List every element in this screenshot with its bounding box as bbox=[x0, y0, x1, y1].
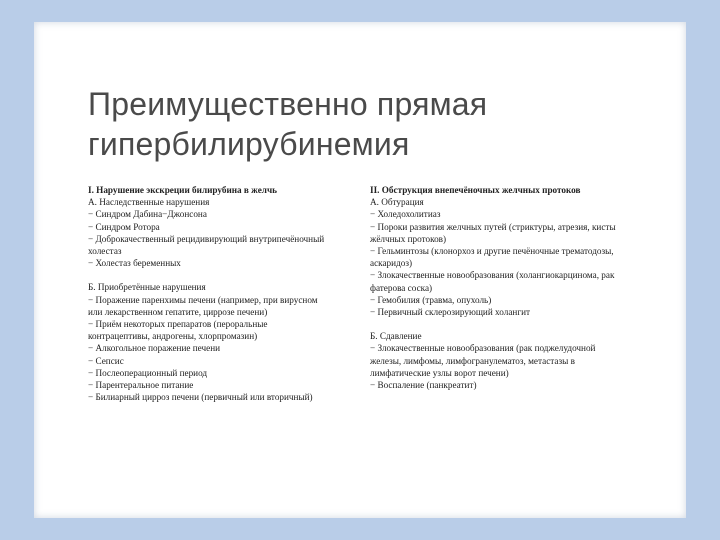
spacer bbox=[88, 269, 328, 281]
right-section1-heading: II. Обструкция внепечёночных желчных протоков bbox=[370, 185, 581, 195]
list-item: − Гемобилия (травма, опухоль) bbox=[370, 294, 492, 305]
list-item: − Синдром Дабина−Джонсона bbox=[88, 209, 207, 220]
spacer bbox=[370, 318, 620, 330]
list-item: − Послеоперационный период bbox=[88, 367, 208, 378]
left-section1-heading: I. Нарушение экскреции билирубина в желчь bbox=[88, 185, 277, 195]
list-item: − Поражение паренхимы печени (например, при вирусном или лекарственном гепатите, циррозе печени) bbox=[88, 294, 320, 317]
list-item: − Синдром Ротора bbox=[88, 221, 160, 232]
list-item: − Холестаз беременных bbox=[88, 258, 181, 269]
right-column bbox=[370, 184, 620, 391]
list-item: − Алкогольное поражение печени bbox=[88, 343, 221, 354]
list-item: − Доброкачественный рецидивирующий внутрипечёночный холестаз bbox=[88, 233, 327, 257]
right-section1-subheading: А. Обтурация bbox=[370, 197, 424, 208]
list-item: − Сепсис bbox=[88, 355, 124, 366]
list-item: − Гельминтозы (клонорхоз и другие печёночные трематодозы, аскаридоз) bbox=[370, 246, 616, 269]
slide-title: Преимущественно прямая гипербилирубинемия bbox=[88, 86, 488, 162]
left-section2-subheading: Б. Приобретённые нарушения bbox=[88, 282, 206, 293]
list-item: − Злокачественные новообразования (холангиокарцинома, рак фатерова соска) bbox=[370, 270, 617, 293]
left-section1-subheading: А. Наследственные нарушения bbox=[88, 197, 210, 208]
right-section2-subheading: Б. Сдавление bbox=[370, 331, 422, 342]
list-item: − Пороки развития желчных путей (стриктуры, атрезия, кисты жёлчных протоков) bbox=[370, 221, 618, 244]
list-item: − Холедохолитиаз bbox=[370, 209, 441, 220]
list-item: − Воспаление (панкреатит) bbox=[370, 380, 477, 391]
list-item: − Злокачественные новообразования (рак поджелудочной железы, лимфомы, лимфогранулематоз, метастазы в лимфатические узлы ворот печени) bbox=[370, 343, 598, 378]
list-item: − Билиарный цирроз печени (первичный или вторичный) bbox=[88, 392, 313, 403]
left-column bbox=[88, 184, 328, 403]
list-item: − Первичный склерозирующий холангит bbox=[370, 307, 531, 318]
list-item: − Парентеральное питание bbox=[88, 380, 194, 391]
list-item: − Приём некоторых препаратов (пероральные контрацептивы, андрогены, хлорпромазин) bbox=[88, 319, 270, 342]
